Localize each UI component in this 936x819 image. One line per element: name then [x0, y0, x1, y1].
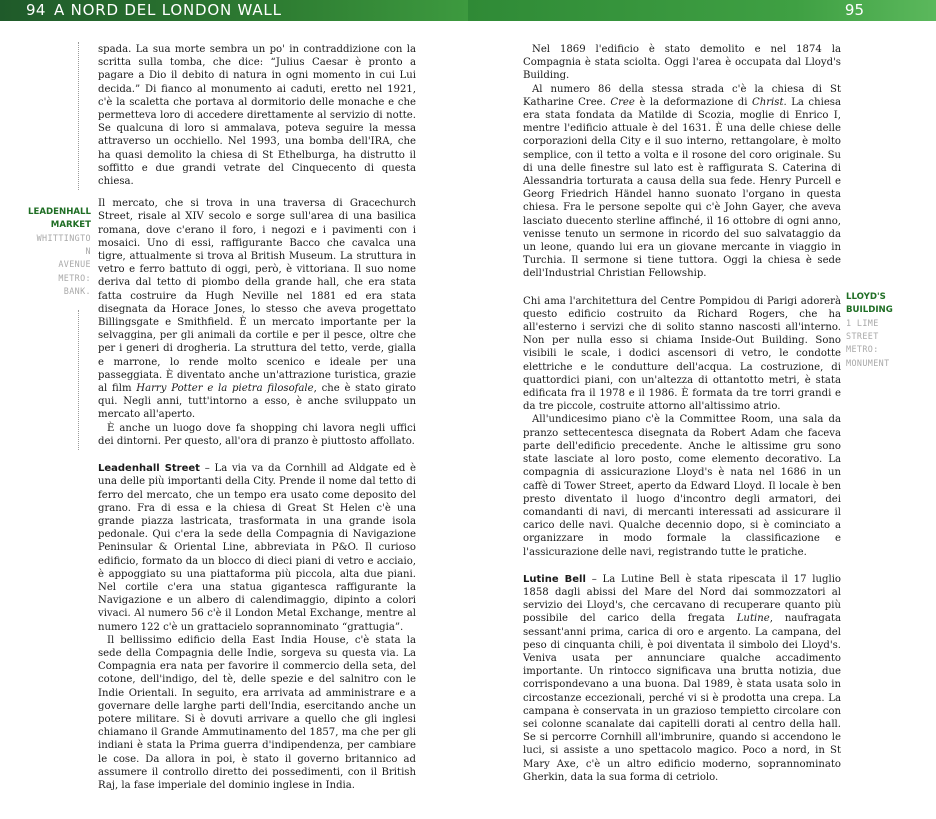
metro-station: MONUMENT	[846, 357, 890, 368]
lloyds-paragraph-2: All'undicesimo piano c'è la Committee Room, una sala da pranzo settecentesca disegnata da Robert Adam che faceva parte dell'edificio precedente. Anche le altissime gru sono state lasciate al loro posto, come elemento decorativo. La compagnia di assicurazione Lloyd's è nata nel 1686 in un caffè di Tower Street, aperto da Edward Lloyd. Il locale è ben presto diventato il luogo d'incontro degli armatori, dei comandanti di navi, di mercanti interessati ad assicurare il carico delle navi. Qualche decennio dopo, si è cominciato a organizzare in modo formale la classificazione e l'assicurazione delle navi, registrando tutte le pratiche.	[523, 414, 841, 558]
section-text: , naufragata sessant'anni prima, carica di oro e argento. La campana, del peso di cinquanta chili, è poi diventata il simbolo dei Lloyd's. Veniva usata per annunciare qualche accadimento importante. Un rintocco significava una brutta notizia, due corrispondevano a una buona. Dal 1989, è stata usata solo in circostanze eccezionali, perché vi si è prodotta una crepa. La campana è conservata in un grazioso tempietto circolare con sei colonne scanalate dai capitelli dorati al centro della hall. Se si percorre Cornhill all'imbrunire, quando si accendono le luci, si assiste a uno spettacolo magico. Poco a nord, in St Mary Axe, c'è un altro edificio moderno, soprannominato Gherkin, data la sua forma di cetriolo.	[523, 613, 841, 783]
intro-paragraph: spada. La sua morte sembra un po' in contraddizione con la scritta sulla tomba, che dice: “Julius Caesar è pronto a pagare a Dio il debito di natura in ogni momento in cui Lui decida.” Di fianco al monumento ai caduti, eretto nel 1921, c'è la scaletta che portava al dormitorio delle monache e che permetteva loro di accedere direttamente al servizio di notte. Se qualcuna di loro si ammalava, poteva seguire la messa attraverso un occhiello. Nel 1993, una bomba dell'IRA, che ha quasi demolito la chiesa di St Ethelburga, ha distrutto il soffitto e due grandi vetrate del Cinquecento di questa chiesa.	[98, 44, 416, 188]
sidebar-address-lloyds-building	[846, 317, 934, 370]
sidebar-heading-line: LEADENHALL	[28, 207, 91, 217]
lloyds-paragraph-1: Chi ama l'architettura del Centre Pompidou di Parigi adorerà questo edificio costruito da Richard Rogers, che ha all'esterno i servizi che di solito stanno nascosti all'interno. Non per nulla esso si chiama Inside-Out Building. Sono visibili le scale, i dodici ascensori di vetro, le condotte elettriche e le condutture dell'acqua. La costruzione, di quattordici piani, con un'altezza di ottantotto metri, è stata edificata fra il 1978 e il 1986. È formata da tre torri grandi e da tre piccole, costruite attorno all'altissimo atrio.	[523, 295, 841, 413]
section-text: – La via va da Cornhill ad Aldgate ed è una delle più importanti della City. Prende il nome dal tetto di ferro del mercato, che un tempo era usato come deposito del grano. Fra di essa e la chiesa di Great St Helen c'è una grande piazza lastricata, trasformata in una grande isola pedonale. Qui c'era la sede della Compagnia di Navigazione Peninsular & Oriental Line, abbreviata in P&O. Il curioso edificio, formato da un blocco di dieci piani di vetro e acciaio, è appoggiato su una piattaforma più piccola, alta due piani. Nel cortile c'era una statua gigantesca raffigurante la Navigazione e un albero di calendimaggio, dipinto a colori vivaci. Al numero 56 c'è il London Metal Exchange, mentre al numero 122 c'è un grattacielo soprannominato “grattugia”.	[98, 463, 416, 633]
page-number-right: 95	[844, 1, 864, 19]
st-katharine-paragraph	[523, 83, 841, 281]
address-line: 1 LIME	[846, 318, 879, 328]
church-text: Al numero 86 della stessa strada c'è la chiesa di St Katharine Cree.	[523, 83, 841, 108]
sidebar-address-leadenhall-market	[0, 232, 91, 298]
word-cree: Cree	[610, 96, 635, 108]
market-text: Il mercato, che si trova in una traversa di Gracechurch Street, risale al XIV secolo e sorge sull'area di una basilica romana, dove c'erano il foro, i negozi e i pavimenti con i mosaici. Uno di essi, raffigurante Bacco che cavalca una tigre, attualmente si trova al British Museum. La struttura in vetro e ferro battuto di oggi, però, è vittoriana. Il suo nome deriva dal tetto di piombo della grande hall, che era stata fatta costruire da Hugh Neville nel 1881 ed era stata disegnata da Horace Jones, lo stesso che aveva progettato Billingsgate e Smithfield. È un mercato importante per la selvaggina, per gli animali da cortile e per il pesce, oltre che per i generi di drogheria. La struttura del tetto, verde, gialla e marrone, lo rende molto scenico e ideale per una passeggiata. È diventato anche un'attrazione turistica, grazie al film	[98, 198, 416, 395]
sidebar-heading-line: MARKET	[50, 220, 91, 231]
metro-label: METRO:	[846, 344, 879, 355]
east-india-paragraph: Il bellissimo edificio della East India House, c'è stata la sede della Compagnia delle Indie, sorgeva su questa via. La Compagnia era nata per favorire il commercio della seta, del cotone, dell'indigo, del tè, delle spezie e del salnitro con le Indie Orientali. In seguito, era arrivata ad amministrare e a governare delle larghe parti dell'India, esercitando anche un potere militare. Si è dovuti arrivare a quello che gli inglesi chiamano il Grande Ammutinamento del 1857, ma che per gli indiani è stata la Prima guerra d'indipendenza, per cambiare le cose. Da allora in poi, è stato il governo britannico ad assumere il controllo diretto dei possedimenti, con il British Raj, la fase imperiale del dominio inglese in India.	[98, 634, 416, 791]
film-title: Harry Potter e la pietra filosofale	[136, 383, 314, 395]
address-line: WHITTINGTO	[36, 233, 91, 243]
sidebar-heading-line: BUILDING	[846, 305, 893, 316]
section-text: – La Lutine Bell è stata ripescata il 17 luglio 1858 dagli abissi del Mare del Nord dai sommozzatori al servizio dei Lloyd's, che cercavano di recuperare quanto più possibile del carico della fregata	[523, 573, 842, 625]
lutine-bell-paragraph	[523, 573, 841, 784]
running-header-right	[468, 0, 936, 21]
address-line: STREET	[846, 331, 879, 342]
sidebar-heading-lloyds-building	[846, 291, 934, 317]
market-paragraph-1	[98, 197, 416, 421]
market-paragraph-2: È anche un luogo dove fa shopping chi lavora negli uffici dei dintorni. Per questo, all'ora di pranzo è piuttosto affollato.	[98, 422, 416, 447]
demolition-paragraph: Nel 1869 l'edificio è stato demolito e nel 1874 la Compagnia è stata sciolta. Oggi l'area è occupata dal Lloyd's Building.	[523, 44, 841, 82]
section-lead-lutine-bell: Lutine Bell	[523, 573, 586, 585]
margin-rule	[78, 310, 79, 450]
section-lead-leadenhall-street: Leadenhall Street	[98, 463, 200, 475]
running-title: A NORD DEL LONDON WALL	[54, 1, 282, 19]
address-line: AVENUE	[58, 259, 91, 270]
market-text: , che è stato girato qui. Negli anni, tutt'intorno a esso, è anche sviluppato un mercato all'aperto.	[98, 383, 416, 421]
address-line: N	[85, 246, 91, 257]
page-number-left: 94	[26, 1, 46, 19]
margin-rule	[78, 42, 79, 190]
sidebar-heading-leadenhall-market	[0, 206, 91, 232]
metro-label: METRO:	[58, 272, 91, 283]
church-text: è la deformazione di	[634, 96, 752, 108]
right-column	[523, 43, 841, 784]
metro-station: BANK.	[63, 285, 91, 296]
word-christ: Christ	[752, 96, 784, 108]
ship-name: Lutine	[736, 613, 770, 625]
leadenhall-street-paragraph	[98, 462, 416, 634]
sidebar-heading-line: LLOYD'S	[846, 292, 886, 302]
church-text: . La chiesa era stata fondata da Matilde di Scozia, moglie di Enrico I, mentre l'edificio attuale è del 1631. È una delle chiese delle corporazioni della City e il suo interno, rettangolare, è molto semplice, con il tetto a volta e il rosone del coro originale. Su di una delle finestre sul lato est è raffigurata S. Caterina di Alessandria torturata a causa della sua fede. Henry Purcell e Georg Friedrich Händel hanno suonato l'organo in questa chiesa. Fra le persone sepolte qui c'è John Gayer, che aveva lasciato duecento sterline affinché, il 16 ottobre di ogni anno, venisse tenuto un sermone in ricordo del suo salvataggio da un leone, quando lui era un giovane mercante in viaggio in Turchia. Il sermone si tiene tuttora. Oggi la chiesa è sede dell'Industrial Christian Fellowship.	[523, 96, 841, 280]
left-column	[98, 43, 416, 792]
